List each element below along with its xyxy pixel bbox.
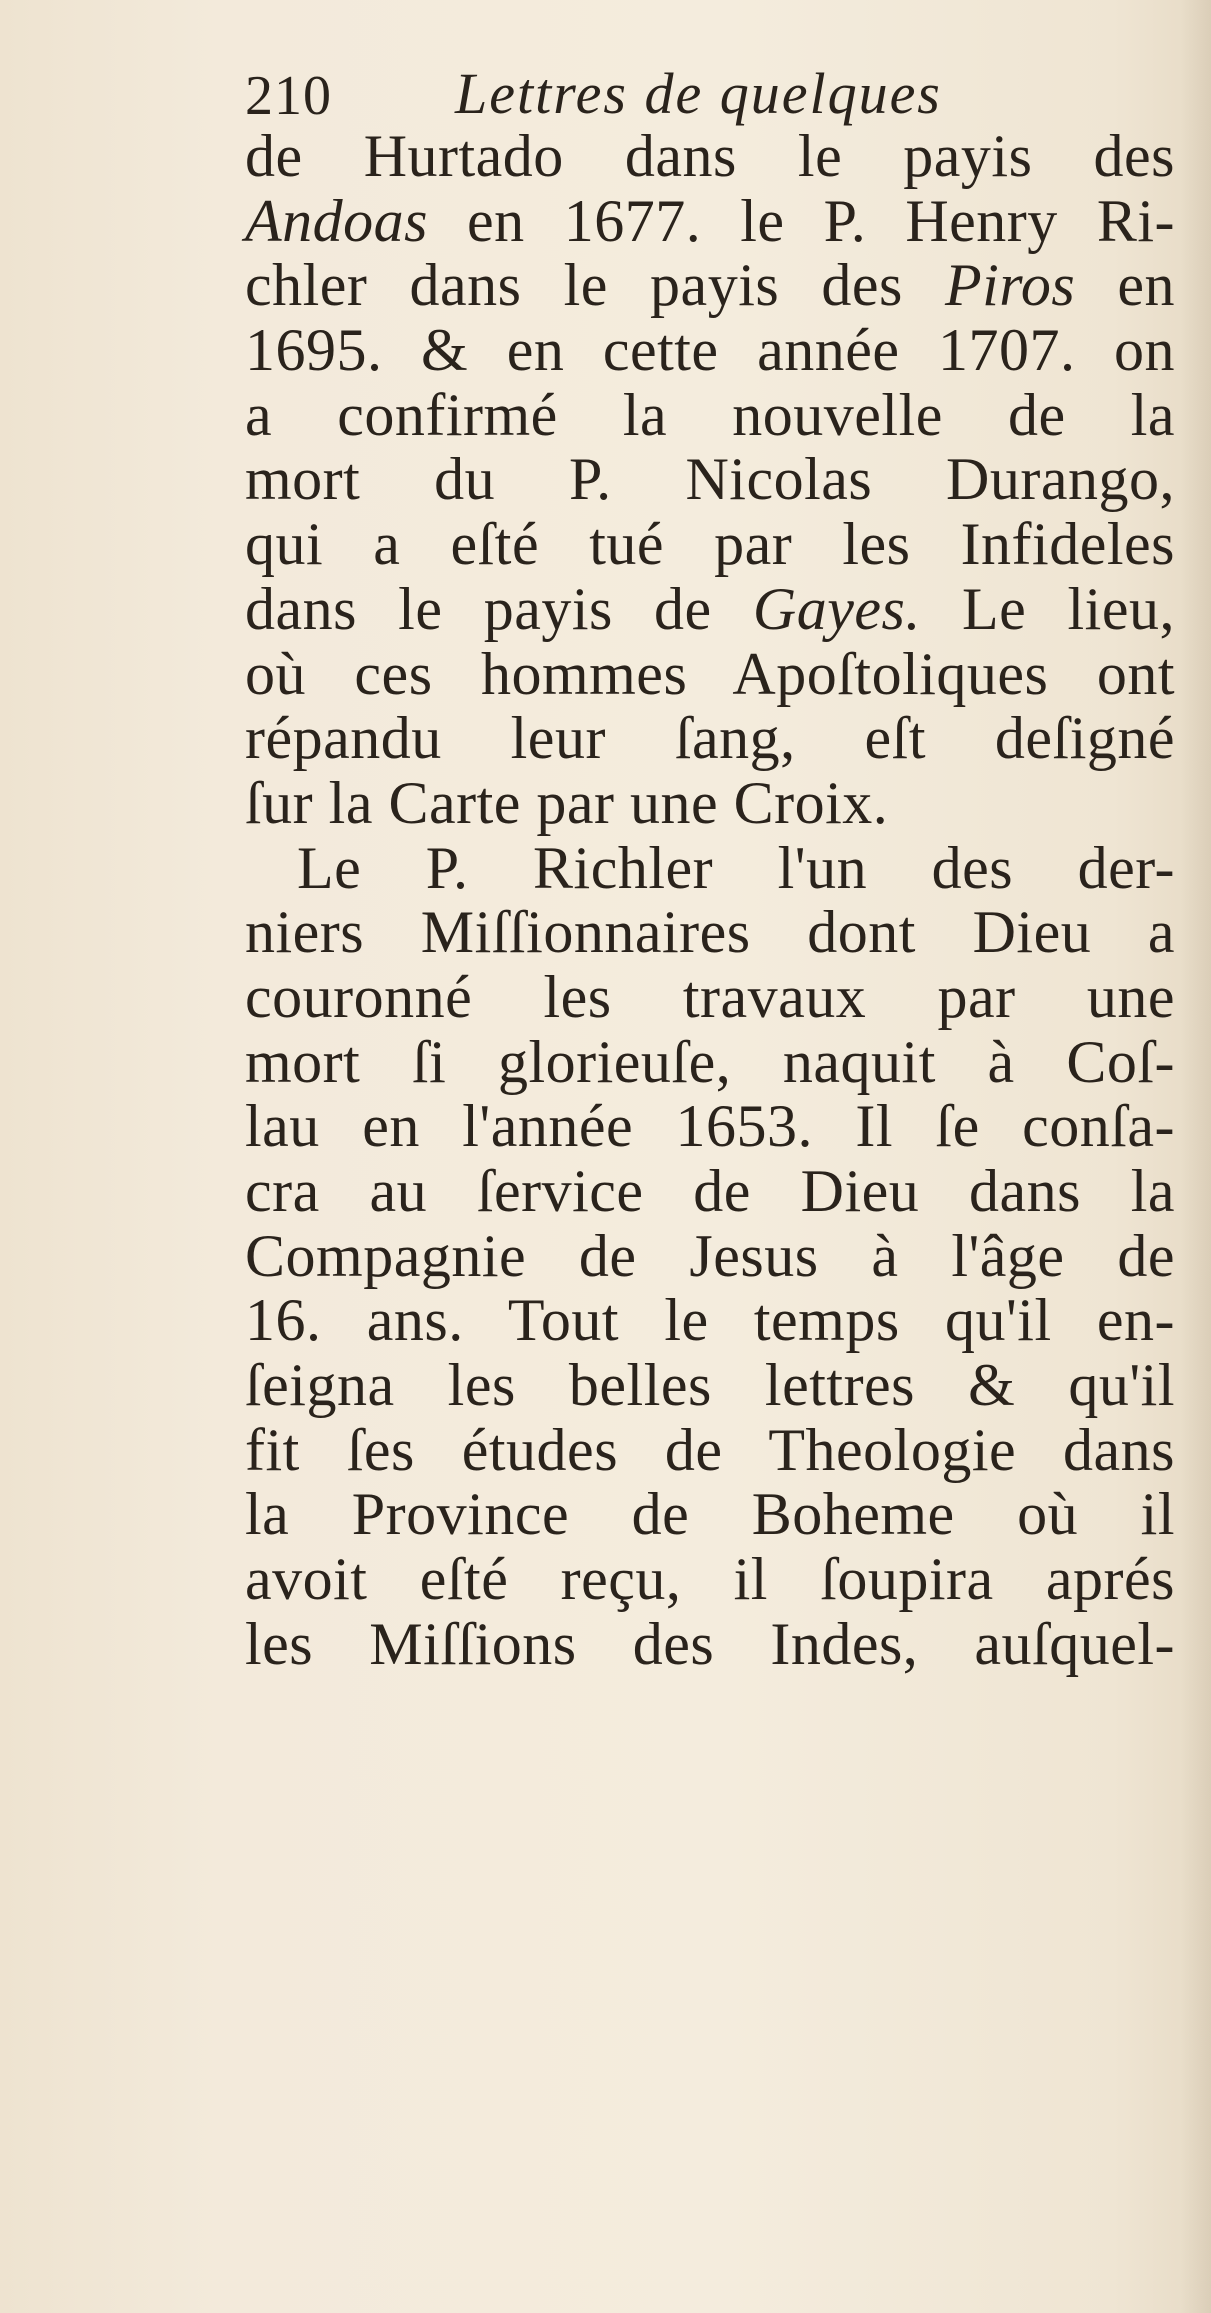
text-run: qui a eſté tué par les Infideles: [245, 511, 1175, 578]
text-run: où ces hommes Apoſtoliques ont: [245, 640, 1175, 707]
text-run: Compagnie de Jesus à l'âge de: [245, 1222, 1175, 1289]
text-run: 1695. & en cette année 1707. on: [245, 317, 1175, 384]
text-run: de Hurtado dans le payis des: [245, 123, 1175, 189]
text-run: ſur la Carte par une Croix.: [245, 769, 889, 836]
text-line: [245, 189, 1175, 254]
text-run: mort ſi glorieuſe, naquit à Coſ-: [245, 1028, 1175, 1095]
text-line: [245, 1094, 1175, 1159]
text-run: cra au ſervice de Dieu dans la: [245, 1158, 1175, 1224]
running-title: Lettres de quelques: [455, 61, 942, 126]
text-run: 16. ans. Tout le temps qu'il en-: [245, 1287, 1175, 1354]
text-run: en: [1075, 252, 1175, 319]
italic-text: Piros: [944, 252, 1076, 319]
text-line: [245, 253, 1175, 318]
text-line: [245, 124, 1175, 189]
text-line: [245, 1159, 1175, 1224]
text-line: [245, 1482, 1175, 1547]
page-number: 210: [245, 65, 332, 127]
text-run: dans le payis de: [245, 575, 753, 642]
text-run: répandu leur ſang, eſt deſigné: [245, 705, 1175, 772]
text-run: couronné les travaux par une: [245, 963, 1175, 1030]
text-line: [245, 1224, 1175, 1289]
text-line: [245, 771, 1175, 836]
body-text: [245, 124, 1175, 1677]
text-line: [245, 836, 1175, 901]
text-run: les Miſſions des Indes, auſquel-: [245, 1610, 1175, 1677]
text-run: avoit eſté reçu, il ſoupira aprés: [245, 1546, 1175, 1613]
text-run: ſeigna les belles lettres & qu'il: [245, 1352, 1175, 1419]
text-line: [245, 318, 1175, 383]
italic-text: Gayes.: [752, 575, 921, 642]
text-line: [245, 512, 1175, 577]
text-line: [245, 900, 1175, 965]
text-line: [245, 1612, 1175, 1677]
text-run: niers Miſſionnaires dont Dieu a: [245, 899, 1175, 966]
text-line: [245, 577, 1175, 642]
text-line: [245, 1418, 1175, 1483]
text-run: mort du P. Nicolas Durango,: [245, 446, 1175, 513]
text-line: [245, 1288, 1175, 1353]
text-line: [245, 706, 1175, 771]
text-run: en 1677. le P. Henry Ri-: [428, 187, 1175, 254]
text-run: la Province de Boheme où il: [245, 1481, 1175, 1548]
text-run: a confirmé la nouvelle de la: [245, 381, 1175, 448]
text-line: [245, 1030, 1175, 1095]
text-run: Le lieu,: [920, 575, 1175, 642]
text-line: [245, 965, 1175, 1030]
text-run: fit ſes études de Theologie dans: [245, 1416, 1175, 1483]
italic-text: Andoas: [245, 187, 428, 254]
text-line: [245, 383, 1175, 448]
text-line: [245, 447, 1175, 512]
text-run: lau en l'année 1653. Il ſe conſa-: [245, 1093, 1175, 1160]
page-edge-shadow: [1181, 0, 1211, 2313]
text-line: [245, 1353, 1175, 1418]
text-run: Le P. Richler l'un des der-: [297, 834, 1175, 901]
text-line: [245, 1547, 1175, 1612]
text-line: [245, 642, 1175, 707]
text-run: chler dans le payis des: [245, 252, 945, 319]
